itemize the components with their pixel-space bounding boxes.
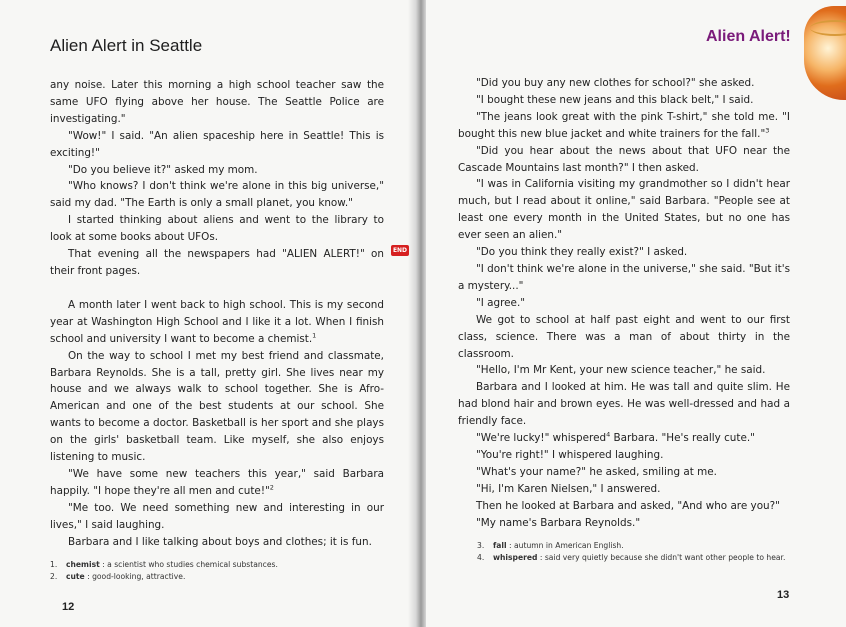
paragraph: Barbara and I looked at him. He was tall and quite slim. He had blond hair and brown eyes. He was well-dressed and had a friendly face. [458,381,790,428]
right-footnotes [477,540,792,563]
paragraph: I started thinking about aliens and went to the library to look at some books about UFOs. [50,214,384,244]
paragraph: "Me too. We need something new and interesting in our lives," I said laughing. [50,501,384,531]
paragraph: Barbara and I like talking about boys and clothes; it is fun. [68,535,372,548]
footnote-marker: 4 [606,430,611,439]
paragraph-text-tail: Barbara. "He's really cute." [610,432,755,445]
paragraph: We got to school at half past eight and went to our first class, science. There was a man of about thirty in the classroom. [458,313,790,360]
footnote-term: whispered [493,552,538,562]
right-running-title: Alien Alert! [706,28,791,45]
footnote-term: cute [66,571,85,581]
right-body-text [458,75,790,531]
paragraph: "Did you hear about the news about that UFO near the Cascade Mountains last month?" I then asked. [458,144,790,174]
footnote-definition: : said very quietly because she didn't want other people to hear. [537,552,786,562]
footnote-definition: : good-looking, attractive. [84,571,186,581]
footnote [477,552,792,564]
paragraph-text: "We have some new teachers this year," said Barbara happily. "I hope they're all men and cute!" [50,467,384,497]
left-page-number: 12 [62,601,75,613]
paragraph: "What's your name?" he asked, smiling at me. [476,465,717,478]
paragraph-text: "The jeans look great with the pink T-shirt," she told me. "I bought this new blue jacket and white trainers for the fall." [458,110,790,140]
paragraph: Then he looked at Barbara and asked, "And who are you?" [476,499,780,512]
end-badge: END [392,247,408,254]
footnote-number: 4. [477,552,485,562]
footnote-marker: 3 [765,126,770,135]
footnote-term: fall [493,541,507,550]
paragraph-with-footnote [50,466,384,500]
paragraph: "I was in California visiting my grandmother so I didn't hear much, but I read about it online," said Barbara. "People see at least one every month in the United States, but no one has ever seen an alien." [458,178,790,242]
paragraph: "Did you buy any new clothes for school?" she asked. [476,77,755,89]
paragraph: any noise. Later this morning a high school teacher saw the same UFO flying above her house. The Seattle Police are investigating." [50,79,384,125]
right-page-number: 13 [777,589,790,601]
footnote-definition: : autumn in American English. [506,541,624,550]
footnote [50,571,380,583]
left-running-title: Alien Alert in Seattle [50,36,203,55]
paragraph: "Wow!" I said. "An alien spaceship here in Seattle! This is exciting!" [50,129,384,159]
footnote-definition: : a scientist who studies chemical substances. [99,560,278,569]
footnote-term: chemist [66,560,100,569]
footnote [50,559,380,571]
left-footnotes [50,559,380,582]
paragraph: "You're right!" I whispered laughing. [476,448,664,461]
paragraph-with-footnote [50,297,384,348]
paragraph: "Do you believe it?" asked my mom. [68,163,258,176]
paragraph: "Who knows? I don't think we're alone in this big universe," said my dad. "The Earth is only a small planet, you know." [50,180,384,210]
paragraph-with-footnote [458,430,790,447]
paragraph: "I bought these new jeans and this black belt," I said. [476,93,754,106]
paragraph: "Hello, I'm Mr Kent, your new science teacher," he said. [476,364,766,377]
paragraph: "My name's Barbara Reynolds." [476,516,641,529]
footnote-number: 1. [50,560,58,569]
paragraph: "I don't think we're alone in the universe," she said. "But it's a mystery..." [458,262,790,292]
footnote-number: 2. [50,571,58,581]
footnote-number: 3. [477,541,485,550]
paragraph: On the way to school I met my best friend and classmate, Barbara Reynolds. She is a tall, pretty girl. She lives near my house and we always walk to school together. She is Afro-American and one of the best students at our school. She wants to become a doctor. Basketball is her sport and she plays on the girls' basketball team. Like myself, she also enjoys listening to music. [50,349,384,464]
left-body-text [50,77,384,550]
footnote-marker: 1 [312,331,317,340]
paragraph-with-footnote [458,109,790,143]
footnote [477,540,792,552]
paragraph-text: "We're lucky!" whispered [476,432,607,445]
paragraph: "Hi, I'm Karen Nielsen," I answered. [476,482,661,495]
footnote-marker: 2 [269,483,274,492]
paragraph: "I agree." [476,296,526,309]
paragraph-text: A month later I went back to high school. This is my second year at Washington High School and I like it a lot. When I finish school and university I want to become a chemist. [50,298,384,345]
paragraph: That evening all the newspapers had "ALIEN ALERT!" on their front pages. [50,248,384,277]
paragraph: "Do you think they really exist?" I asked. [476,246,688,259]
